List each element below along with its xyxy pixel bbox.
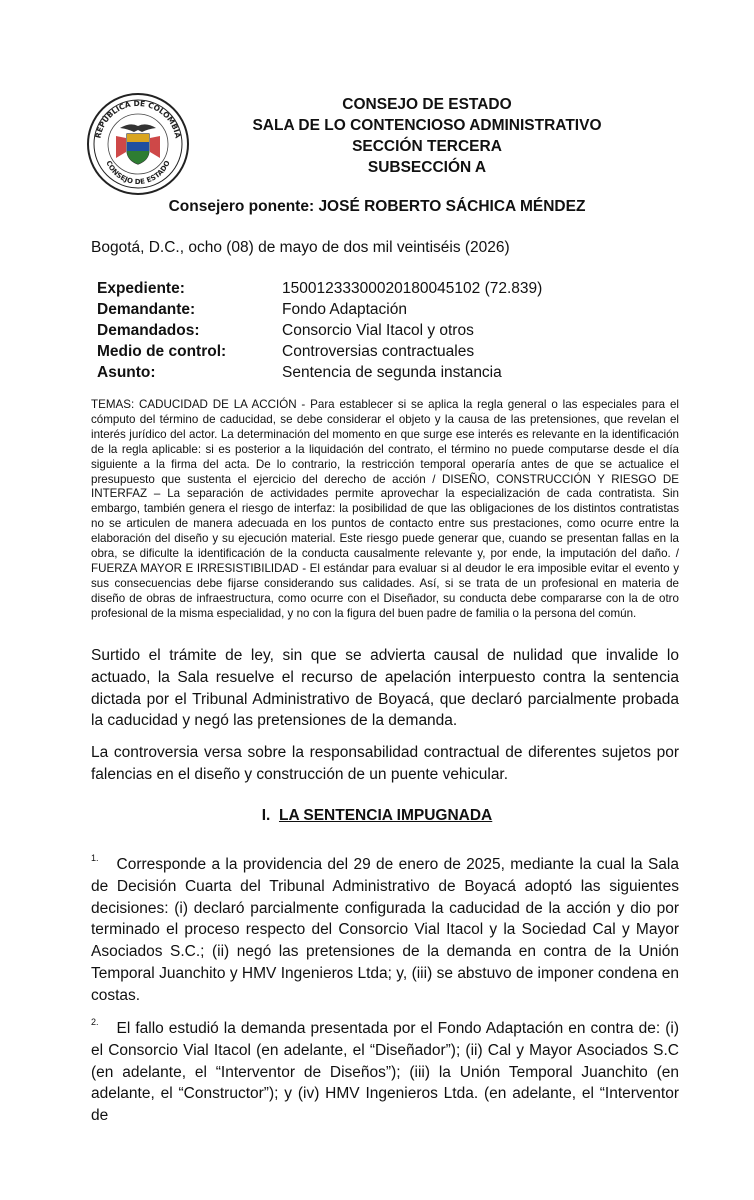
numbered-paragraph-1 [91,848,679,1007]
temas-summary: TEMAS: CADUCIDAD DE LA ACCIÓN - Para establecer si se aplica la regla general o las especiales para el cómputo del término de caducidad, se debe considerar el objeto y la causa de las pretensiones, que revelan el interés jurídico del actor. La determinación del momento en que surge ese interés es relevante en la identificación de la regla aplicable: si es posterior a la liquidación del contrato, el término no puede computarse desde el día siguiente a la firma del acta. De lo contrario, la restricción temporal operaría antes de que se actualice el presupuesto que sustenta el ejercicio del derecho de acción / DISEÑO, CONSTRUCCIÓN Y RIESGO DE INTERFAZ – La separación de actividades permite aprovechar la especialización de cada contratista. Sin embargo, también genera el riesgo de interfaz: la posibilidad de que las obligaciones de los distintos contratistas no se articulen de manera adecuada en los puntos de contacto entre sus prestaciones, como ocurre entre la elaboración del diseño y su ejecución material. Este riesgo puede generar que, cuando se presentan fallas en la obra, se dificulte la identificación de la conducta causalmente relevante y, por ende, la imputación del daño. / FUERZA MAYOR E IRRESISTIBILIDAD - El estándar para evaluar si al deudor le era imposible evitar el evento y sus consecuencias debe fijarse considerando sus calidades. Así, si se trata de un profesional en materia de diseño de obras de infraestructura, como ocurre con el Diseñador, su conducta debe compararse con la de otro profesional de la misma especialidad, y no con la figura del buen padre de familia o la persona del común. [91,398,679,620]
header-line-1: CONSEJO DE ESTADO [342,96,512,113]
court-header [190,94,664,178]
numbered-paragraph-2 [91,1012,679,1127]
paragraph-controversy: La controversia versa sobre la responsabilidad contractual de diferentes sujetos por falencias en el diseño y construcción de un puente vehicular. [91,744,679,783]
field-label: Asunto: [97,364,156,381]
section-heading [0,805,754,826]
svg-text:REPÚBLICA DE COLOMBIA: REPÚBLICA DE COLOMBIA [93,98,183,140]
paragraph-intro: Surtido el trámite de ley, sin que se advierta causal de nulidad que invalide lo actuado, la Sala resuelve el recurso de apelación interpuesto contra la sentencia dictada por el Tribunal Administrativo de Boyacá, que declaró parcialmente probada la caducidad y negó las pretensiones de la demanda. [91,647,679,730]
field-label: Demandante: [97,301,196,318]
header-line-2: SALA DE LO CONTENCIOSO ADMINISTRATIVO [252,117,602,134]
ponente-line [0,196,754,217]
paragraph-text: El fallo estudió la demanda presentada por el Fondo Adaptación en contra de: (i) el Consorcio Vial Itacol (en adelante, el “Diseñador”); (ii) Cal y Mayor Asociados S.C (en adelante, el “Interventor de Diseños”); (iii) la Unión Temporal Juanchito (en adelante, el “Constructor”); y (iv) HMV Ingenieros Ltda. (en adelante, el “Interventor de [91,1020,679,1125]
field-row-medio-de-control [97,341,542,362]
field-value: 15001233300020180045102 (72.839) [282,280,543,297]
field-label: Medio de control: [97,343,227,360]
header-line-4: SUBSECCIÓN A [367,159,487,176]
document-date: Bogotá, D.C., ocho (08) de mayo de dos mil veintiséis (2026) [91,239,510,256]
section-title: LA SENTENCIA IMPUGNADA [278,807,493,824]
header-line-3: SECCIÓN TERCERA [352,138,502,155]
ponente-label: Consejero ponente: [168,198,319,215]
field-value: Controversias contractuales [282,343,475,360]
paragraph-number: 2. [91,1017,99,1027]
ponente-name: JOSÉ ROBERTO SÁCHICA MÉNDEZ [318,198,586,215]
paragraph-text: Corresponde a la providencia del 29 de enero de 2025, mediante la cual la Sala de Decisión Cuarta del Tribunal Administrativo de Boyacá adoptó las siguientes decisiones: (i) declaró parcialmente configurada la caducidad de la acción y dio por terminado el proceso respecto del Consorcio Vial Itacol y la Sociedad Cal y Mayor Asociados S.C.; (ii) negó las pretensiones de la demanda en contra de la Unión Temporal Juanchito y HMV Ingenieros Ltda; y, (iii) se abstuvo de imponer condena en costas. [91,856,679,1004]
field-value: Sentencia de segunda instancia [282,364,502,381]
colombia-seal-icon [86,92,190,196]
paragraph-number: 1. [91,853,99,863]
field-row-demandante [97,299,542,320]
field-value: Consorcio Vial Itacol y otros [282,322,474,339]
field-label: Expediente: [97,280,185,297]
field-row-asunto [97,362,542,383]
field-row-expediente [97,278,542,299]
field-value: Fondo Adaptación [282,301,407,318]
field-label: Demandados: [97,322,200,339]
svg-text:CONSEJO DE ESTADO: CONSEJO DE ESTADO [104,159,172,187]
case-fields [97,278,542,383]
section-number: I. [261,807,271,824]
field-row-demandados [97,320,542,341]
